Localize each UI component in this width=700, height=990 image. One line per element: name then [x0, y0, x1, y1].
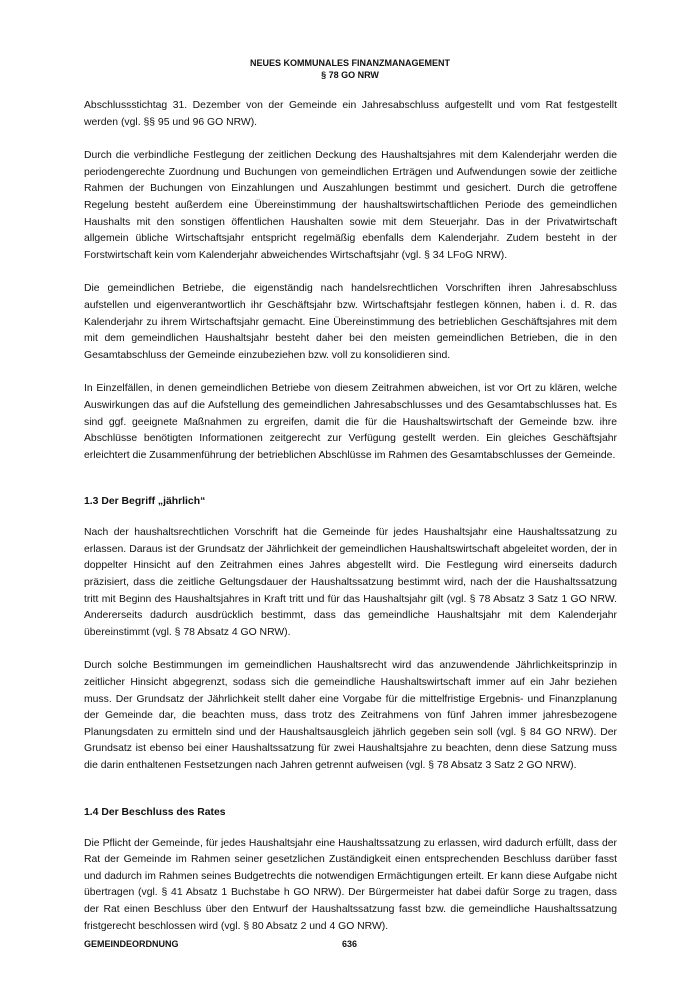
paragraph-2: Durch die verbindliche Festlegung der zeitlichen Deckung des Haushaltsjahres mit dem Kalenderjahr werden die periodengerechte Zuordnung und Buchungen von gemeindlichen Erträgen und Aufwendungen sowie der zeitliche Rahmen der Buchungen von Einzahlungen und Auszahlungen bestimmt und gesichert. Durch die getroffene Regelung besteht außerdem eine Übereinstimmung der haushaltswirtschaftlichen Periode des gemeindlichen Haushalts mit den sonstigen öffentlichen Haushalten sowie mit dem Steuerjahr. Das in der Privatwirtschaft allgemein übliche Wirtschaftsjahr entspricht regelmäßig ebenfalls dem Kalenderjahr. Zudem besteht in der Forstwirtschaft kein vom Kalenderjahr abweichendes Wirtschaftsjahr (vgl. § 34 LFoG NRW).: [84, 150, 617, 261]
paragraph-6: Durch solche Bestimmungen im gemeindlichen Haushaltsrecht wird das anzuwendende Jährlichkeitsprinzip in zeitlicher Hinsicht abgegrenzt, sodass sich die gemeindliche Haushaltswirtschaft immer auf ein Jahr beziehen muss. Der Grundsatz der Jährlichkeit stellt daher eine Vorgabe für die mittelfristige Ergebnis- und Finanzplanung der Gemeinde dar, die beachten muss, dass trotz des Zeitrahmens von fünf Jahren immer jahresbezogene Planungsdaten zu ermitteln sind und der Haushaltsausgleich jährlich gegeben sein soll (vgl. § 84 GO NRW). Der Grundsatz ist ebenso bei einer Haushaltssatzung für zwei Haushaltsjahre zu beachten, denn diese Satzung muss die darin enthaltenen Festsetzungen nach Jahren getrennt aufweisen (vgl. § 78 Absatz 3 Satz 2 GO NRW).: [84, 660, 617, 771]
header-section: § 78 GO NRW: [321, 70, 379, 80]
header-title: NEUES KOMMUNALES FINANZMANAGEMENT: [250, 58, 450, 68]
page-footer: [84, 939, 617, 953]
heading-1-3: 1.3 Der Begriff „jährlich“: [84, 496, 206, 508]
page-header: [0, 57, 700, 81]
paragraph-1: Abschlussstichtag 31. Dezember von der Gemeinde ein Jahresabschluss aufgestellt und vom Rat festgestellt werden (vgl. §§ 95 und 96 GO NRW).: [84, 100, 617, 128]
paragraph-4: In Einzelfällen, in denen gemeindlichen Betriebe von diesem Zeitrahmen abweichen, ist vor Ort zu klären, welche Auswirkungen das auf die Aufstellung des gemeindlichen Jahresabschlusses und des Gesamtabschlusses hat. Es sind ggf. geeignete Maßnahmen zu ergreifen, damit die für die Haushaltswirtschaft der Gemeinde bzw. ihre Abschlüsse benötigten Informationen zeitgerecht zur Verfügung gestellt werden. Ein gleiches Geschäftsjahr erleichtert die Zusammenführung der betrieblichen Abschlüsse im Rahmen des Gesamtabschlusses der Gemeinde.: [84, 383, 617, 461]
heading-1-4: 1.4 Der Beschluss des Rates: [84, 806, 226, 818]
page-number: 636: [342, 939, 358, 949]
paragraph-7: Die Pflicht der Gemeinde, für jedes Haushaltsjahr eine Haushaltssatzung zu erlassen, wird dadurch erfüllt, dass der Rat der Gemeinde im Rahmen seiner gesetzlichen Zuständigkeit einen entsprechenden Beschluss darüber fasst und dadurch im Rahmen seines Budgetrechts die notwendigen Ermächtigungen erteilt. Er kann diese Aufgabe nicht übertragen (vgl. § 41 Absatz 1 Buchstabe h GO NRW). Der Bürgermeister hat dabei dafür Sorge zu tragen, dass der Rat einen Beschluss über den Entwurf der Haushaltssatzung fasst bzw. die gemeindliche Haushaltssatzung fristgerecht beschlossen wird (vgl. § 80 Absatz 2 und 4 GO NRW).: [84, 837, 617, 932]
paragraph-5: Nach der haushaltsrechtlichen Vorschrift hat die Gemeinde für jedes Haushaltsjahr eine Haushaltssatzung zu erlassen. Daraus ist der Grundsatz der Jährlichkeit der gemeindlichen Haushaltswirtschaft abgeleitet worden, der in doppelter Hinsicht auf den Zeitrahmen eines Jahres abgestellt wird. Die Festlegung wird einerseits dadurch präzisiert, dass die zeitliche Geltungsdauer der Haushaltssatzung bestimmt wird, nach der die Haushaltssatzung tritt mit Beginn des Haushaltsjahres in Kraft tritt und für das Haushaltsjahr gilt (vgl. § 78 Absatz 3 Satz 1 GO NRW. Andererseits dadurch ausdrücklich bestimmt, dass das gemeindliche Haushaltsjahr mit dem Kalenderjahr übereinstimmt (vgl. § 78 Absatz 4 GO NRW).: [84, 527, 617, 638]
footer-label: GEMEINDEORDNUNG: [84, 939, 179, 949]
body-text: [84, 98, 617, 952]
paragraph-3: Die gemeindlichen Betriebe, die eigenständig nach handelsrechtlichen Vorschriften ihren Jahresabschluss aufstellen und eigenverantwortlich ihr Geschäftsjahr bzw. Wirtschaftsjahr festlegen können, haben i. d. R. das Kalenderjahr zu ihrem Wirtschaftsjahr gemacht. Eine Übereinstimmung des betrieblichen Geschäftsjahres mit dem mit dem gemeindlichen Haushaltsjahr besteht daher bei den meisten gemeindlichen Betrieben, die in den Gesamtabschluss der Gemeinde einzubeziehen bzw. voll zu konsolidieren sind.: [84, 283, 617, 361]
